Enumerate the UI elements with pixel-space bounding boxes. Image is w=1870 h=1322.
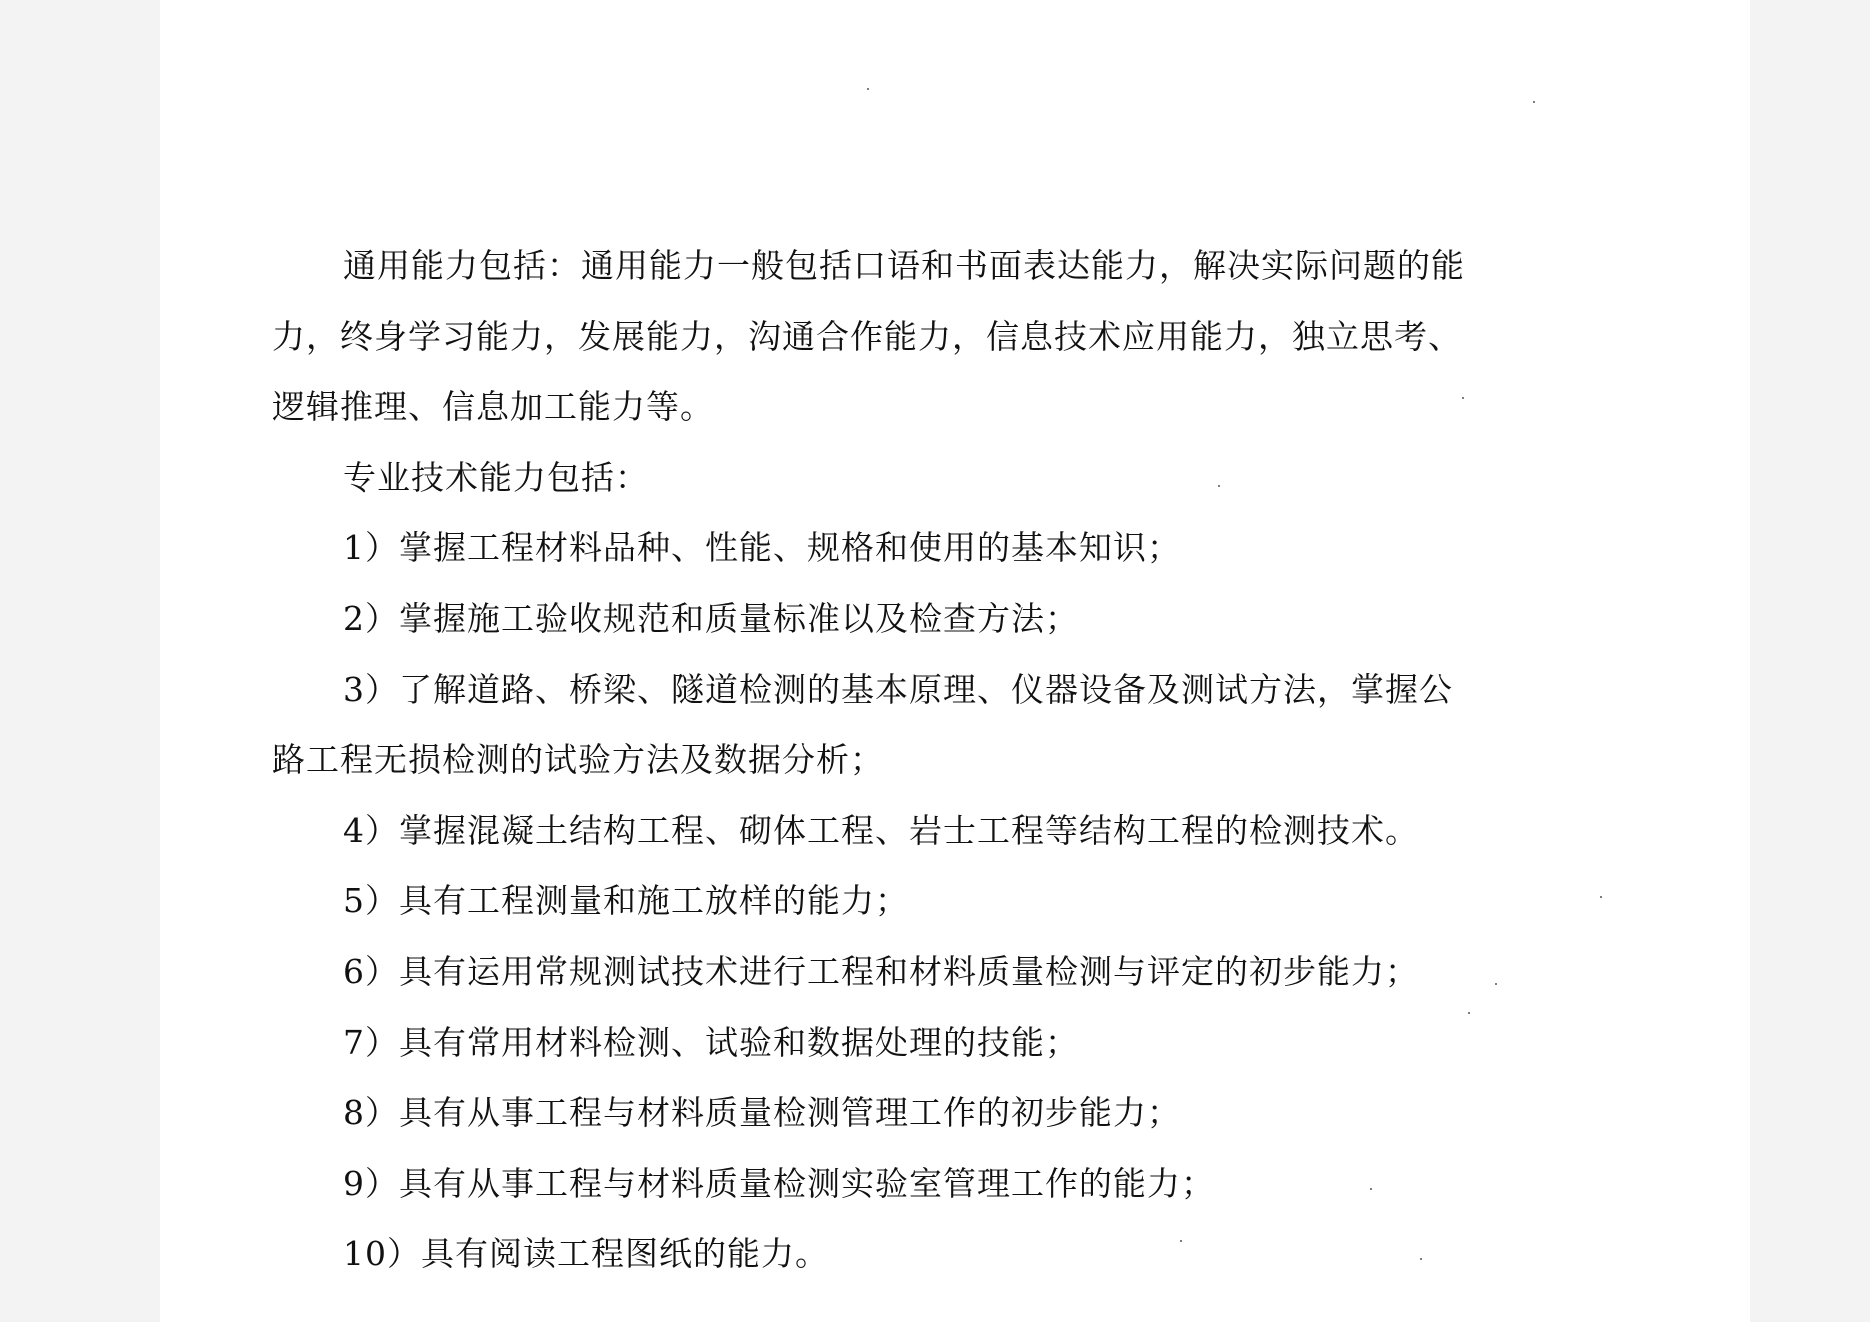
list-item-10: 10）具有阅读工程图纸的能力。 xyxy=(343,1234,829,1274)
list-item-4: 4）掌握混凝土结构工程、砌体工程、岩士工程等结构工程的检测技术。 xyxy=(343,810,1419,850)
list-item-6: 6）具有运用常规测试技术进行工程和材料质量检测与评定的初步能力； xyxy=(343,951,1419,991)
paragraph-general-abilities-line-2: 力，终身学习能力，发展能力，沟通合作能力，信息技术应用能力，独立思考、 xyxy=(272,316,1462,356)
list-item-3-line-1: 3）了解道路、桥梁、隧道检测的基本原理、仪器设备及测试方法，掌握公 xyxy=(343,669,1453,709)
list-item-1: 1）掌握工程材料品种、性能、规格和使用的基本知识； xyxy=(343,528,1181,568)
professional-abilities-heading: 专业技术能力包括： xyxy=(343,457,649,497)
scan-speck xyxy=(1533,101,1535,103)
paragraph-general-abilities-line-3: 逻辑推理、信息加工能力等。 xyxy=(272,387,714,427)
scan-speck xyxy=(867,88,869,90)
list-item-5: 5）具有工程测量和施工放样的能力； xyxy=(343,881,909,921)
list-item-2: 2）掌握施工验收规范和质量标准以及检查方法； xyxy=(343,598,1079,638)
paragraph-general-abilities-line-1: 通用能力包括：通用能力一般包括口语和书面表达能力，解决实际问题的能 xyxy=(343,246,1465,285)
list-item-3-line-2: 路工程无损检测的试验方法及数据分析； xyxy=(272,740,884,780)
list-item-7: 7）具有常用材料检测、试验和数据处理的技能； xyxy=(343,1022,1079,1062)
list-item-8: 8）具有从事工程与材料质量检测管理工作的初步能力； xyxy=(343,1093,1181,1133)
document-body xyxy=(272,238,1502,1297)
scan-speck xyxy=(1600,896,1602,898)
list-item-9: 9）具有从事工程与材料质量检测实验室管理工作的能力； xyxy=(343,1163,1215,1203)
